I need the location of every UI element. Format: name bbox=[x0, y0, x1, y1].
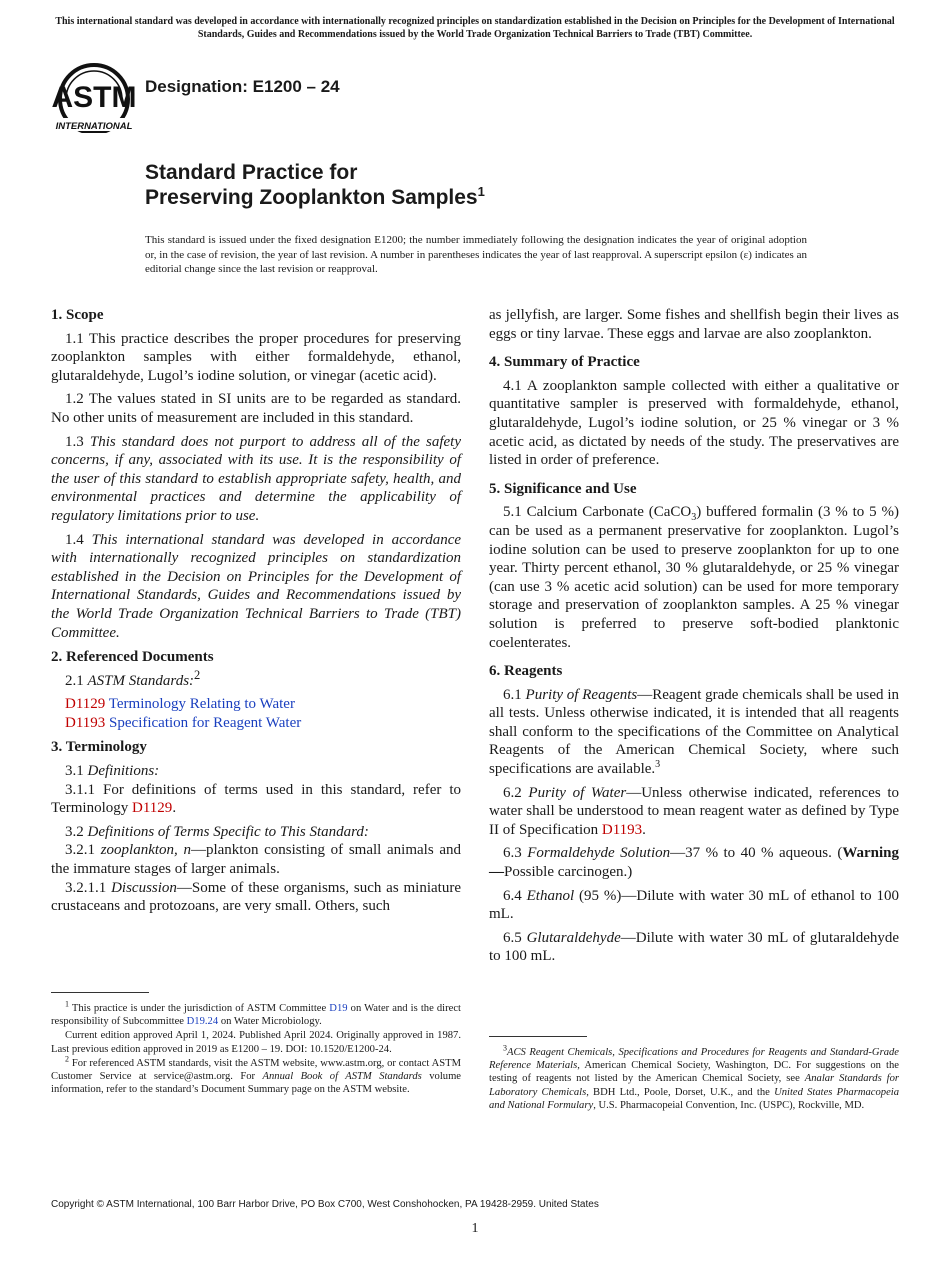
footnote-3: $^3$ACS Reagent Chemicals, Specifications and Procedures for Reagents and Standard-Grade Reference Materials, American Chemical Society, Washington, DC. For suggestions on the testing of reagents not listed by the American Chemical Society, see Analar Standards for Laboratory Chemicals, BDH Ltd., Poole, Dorset, U.K., and the United States Pharmacopeia and National Formulary, U.S. Pharmacopeial Convention, Inc. (USPC), Rockville, MD. bbox=[489, 1043, 900, 1111]
para-3-2-1: 3.2.1 zooplankton, n—plankton consisting of small animals and the immature stages of larger animals. bbox=[51, 842, 461, 878]
astm-logo bbox=[52, 55, 136, 133]
right-column bbox=[489, 306, 899, 971]
para-1-2: 1.2 The values stated in SI units are to be regarded as standard. No other units of measurement are included in this standard. bbox=[51, 391, 461, 426]
para-6-5: 6.5 Glutaraldehyde—Dilute with water 30 mL of glutaraldehyde to 100 mL. bbox=[489, 929, 900, 965]
svg-text:ASTM: ASTM bbox=[52, 81, 136, 114]
section-6-heading: 6. Reagents bbox=[489, 663, 563, 680]
link-d1193[interactable]: D1193 bbox=[601, 821, 643, 838]
footnote-1-edition: Current edition approved April 1, 2024. Published April 2024. Originally approved in 1987. Last previous edition approved in 2019 as E1200 – 19. DOI: 10.1520/E1200-24. bbox=[51, 1030, 461, 1055]
section-1-heading: 1. Scope bbox=[51, 307, 104, 323]
title-line1: Standard Practice for bbox=[145, 161, 358, 184]
section-3-heading: 3. Terminology bbox=[51, 739, 147, 756]
title-footnote-mark: 1 bbox=[477, 184, 485, 199]
footnote-rule-right bbox=[489, 1036, 587, 1037]
link-d19[interactable]: D19 bbox=[329, 1003, 348, 1014]
designation: Designation: E1200 – 24 bbox=[145, 77, 340, 96]
footnote-1: $^1$ This practice is under the jurisdiction of ASTM Committee D19 on Water and is the direct responsibility of Subcommittee D19.24 on Water Microbiology. bbox=[51, 999, 461, 1028]
page-title bbox=[145, 160, 485, 210]
title-line2: Preserving Zooplankton Samples bbox=[145, 186, 478, 209]
section-2-heading: 2. Referenced Documents bbox=[51, 649, 214, 666]
para-3-2: 3.2 Definitions of Terms Specific to This Standard: bbox=[65, 823, 369, 840]
page-number: 1 bbox=[471, 1221, 479, 1236]
para-6-1: 6.1 Purity of Reagents—Reagent grade chemicals shall be used in all tests. Unless otherwise indicated, it is intended that all reagents shall conform to the specifications of the Committee on Analytical Reagents of the American Chemical Society, where such specifications are available.$^3$ bbox=[489, 686, 899, 778]
section-5-heading: 5. Significance and Use bbox=[489, 480, 637, 497]
para-6-3: 6.3 Formaldehyde Solution—37 % to 40 % aqueous. (Warning—Possible carcinogen.) bbox=[489, 845, 900, 881]
reference-d1129[interactable]: D1129 Terminology Relating to Water bbox=[65, 696, 295, 713]
copyright: Copyright © ASTM International, 100 Barr Harbor Drive, PO Box C700, West Conshohocken, PA 19428-2959. United States bbox=[51, 1199, 599, 1210]
footnote-rule-left bbox=[51, 992, 149, 993]
link-d1129[interactable]: D1129 bbox=[132, 800, 173, 817]
left-column bbox=[51, 306, 461, 921]
reference-d1193[interactable]: D1193 Specification for Reagent Water bbox=[65, 714, 302, 731]
para-2-1: 2.1 ASTM Standards:$^2$ bbox=[65, 667, 201, 689]
section-4-heading: 4. Summary of Practice bbox=[489, 354, 640, 371]
para-1-1: 1.1 This practice describes the proper procedures for preserving zooplankton samples with either formaldehyde, ethanol, glutaraldehyde, Lugol’s iodine solution, or vinegar (acetic acid). bbox=[51, 330, 461, 384]
footnotes-left bbox=[51, 999, 462, 1097]
abstract: This standard is issued under the fixed designation E1200; the number immediately following the designation indicates the year of original adoption or, in the case of revision, the year of last revision. A number in parentheses indicates the year of last reapproval. A superscript epsilon (ε) indicates an editorial change since the last revision or reapproval. bbox=[145, 234, 807, 276]
para-1-3: 1.3 This standard does not purport to address all of the safety concerns, if any, associated with its use. It is the responsibility of the user of this standard to establish appropriate safety, health, and environmental practices and determine the applicability of regulatory limitations prior to use. bbox=[51, 433, 462, 524]
footnotes-right bbox=[489, 1043, 900, 1113]
header-notice: This international standard was developed in accordance with internationally recognized principles on standardization established in the Decision on Principles for the Development of International Standards, Guides and Recommendations issued by the World Trade Organization Technical Barriers to Trade (TBT) Committee. bbox=[55, 16, 895, 40]
para-4-1: 4.1 A zooplankton sample collected with either a qualitative or quantitative sampler is preserved with formaldehyde, ethanol, glutaraldehyde, Lugol’s iodine solution, or 25 % vinegar or 3 % acetic acid, as dictated by needs of the study. The preservatives are listed in order of preference. bbox=[489, 377, 899, 469]
link-d19-24[interactable]: D19.24 bbox=[186, 1016, 219, 1028]
logo-text: INTERNATIONAL bbox=[55, 121, 133, 132]
para-6-4: 6.4 Ethanol (95 %)—Dilute with water 30 mL of ethanol to 100 mL. bbox=[489, 887, 900, 923]
para-3-1: 3.1 Definitions: bbox=[65, 763, 160, 780]
para-1-4: 1.4 This international standard was developed in accordance with internationally recognized principles on standardization established in the Decision on Principles for the Development of International Standards, Guides and Recommendations issued by the World Trade Organization Technical Barriers to Trade (TBT) Committee. bbox=[51, 531, 462, 641]
para-6-2: 6.2 Purity of Water—Unless otherwise indicated, references to water shall be understood to mean reagent water as defined by Type II of Specification D1193. bbox=[489, 784, 900, 838]
para-3-2-1-1: 3.2.1.1 Discussion—Some of these organisms, such as miniature crustaceans and protozoans, are very small. Others, such bbox=[51, 879, 461, 915]
para-continued: as jellyfish, are larger. Some fishes and shellfish begin their lives as eggs or tiny larvae. These eggs and larvae are also zooplankton. bbox=[489, 307, 899, 342]
para-5-1: 5.1 Calcium Carbonate (CaCO$_3$) buffered formalin (3 % to 5 %) can be used as a permanent preservative for zooplankton. Lugol’s iodine solution can be used to preserve zooplankton for up to one year. Thirty percent ethanol, 30 % glutaraldehyde, or 25 % vinegar (can use 3 % acetic acid solution) can be used for more temporary storage and preservation of zooplankton samples. A 25 % vinegar solution is preferred to preserve soft-bodied planktonic coelenterates. bbox=[489, 504, 899, 651]
para-3-1-1: 3.1.1 For definitions of terms used in this standard, refer to Terminology D1129. bbox=[51, 781, 461, 817]
footnote-2: $^2$ For referenced ASTM standards, visit the ASTM website, www.astm.org, or contact ASTM Customer Service at service@astm.org. For Annual Book of ASTM Standards volume information, refer to the standard’s Document Summary page on the ASTM website. bbox=[51, 1054, 462, 1096]
